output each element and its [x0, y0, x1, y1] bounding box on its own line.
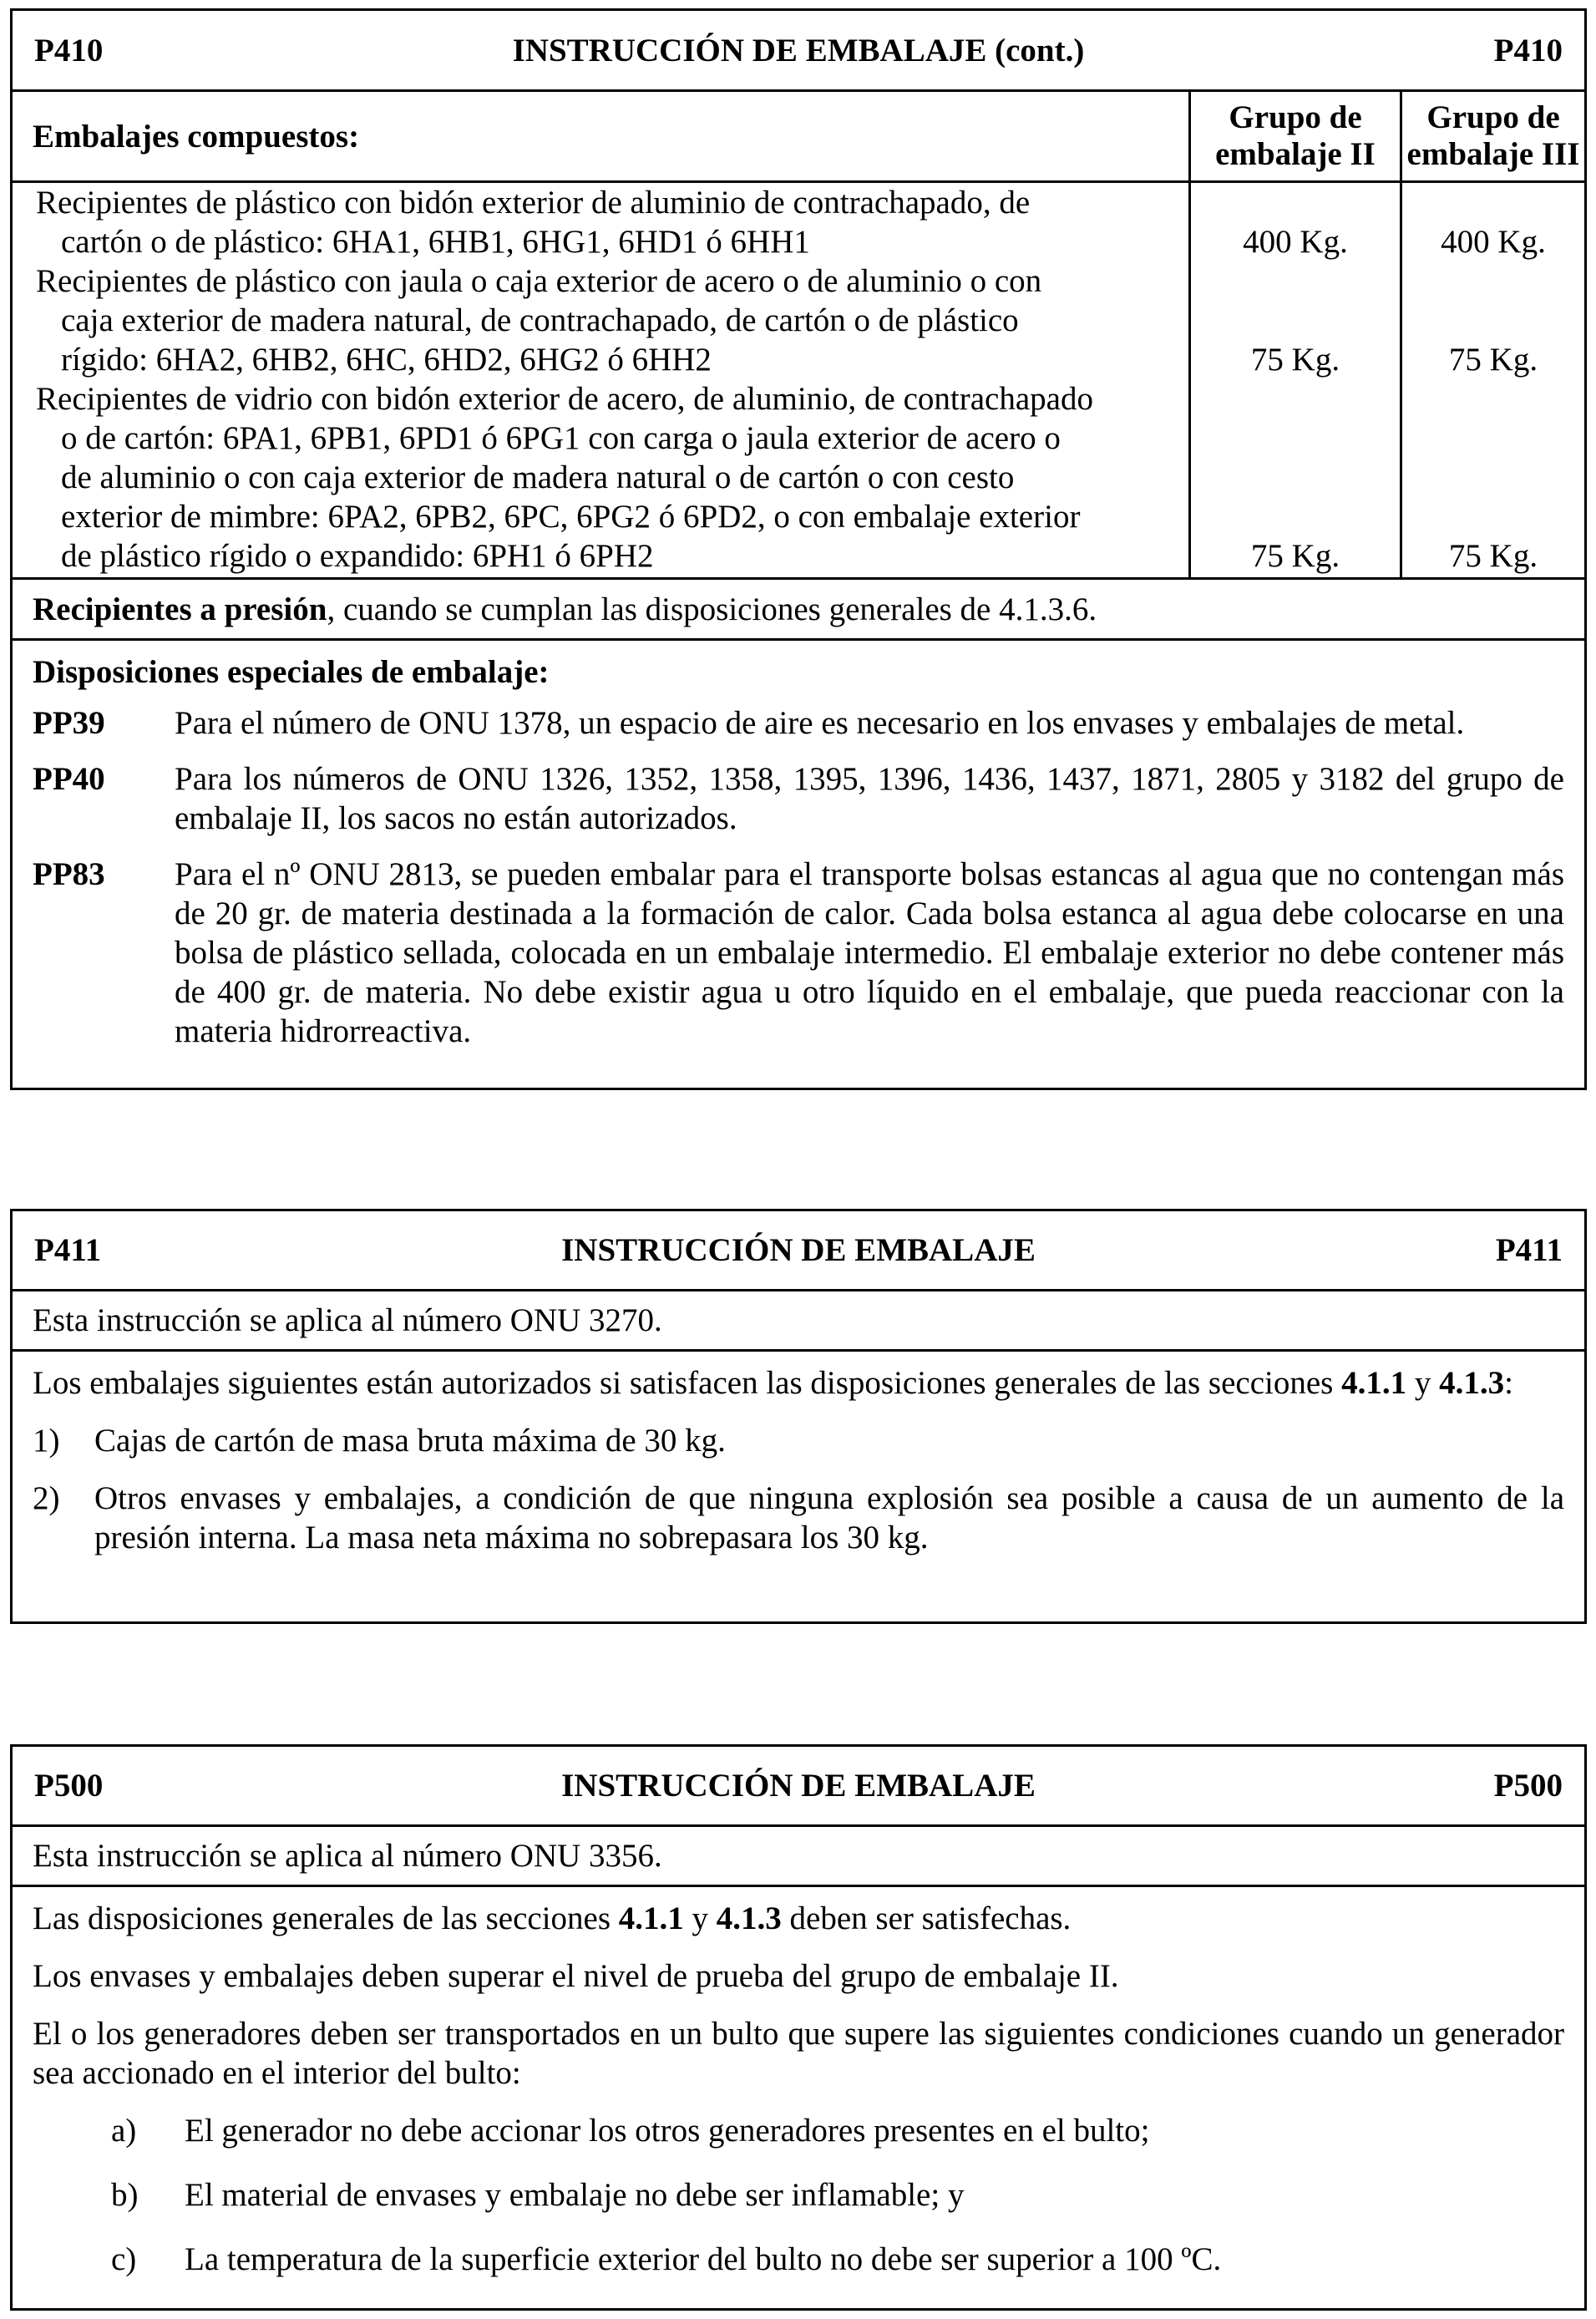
p410-row-1-line-1: Recipientes de plástico con bidón exterior de aluminio de contrachapado, de	[36, 185, 1031, 221]
p411-block	[10, 1209, 1587, 1624]
p410-pressure-row	[13, 577, 1584, 638]
p410-row-1-group-ii: 400 Kg.	[1243, 224, 1348, 260]
p410-row-3-group-ii: 75 Kg.	[1250, 538, 1340, 574]
p411-item-1	[13, 1421, 1584, 1460]
p410-row-3-line-2: o de cartón: 6PA1, 6PB1, 6PD1 ó 6PG1 con carga o jaula exterior de acero o	[61, 420, 1061, 456]
pp83-code: PP83	[33, 856, 105, 892]
pp39-text: Para el número de ONU 1378, un espacio de aire es necesario en los envases y embalajes de metal.	[175, 705, 1465, 741]
p500-item-a-letter: a)	[111, 2113, 137, 2149]
p410-special-pp39	[13, 703, 1584, 743]
p500-general	[13, 1899, 1584, 1938]
p500-code-left: P500	[34, 1768, 104, 1804]
p410-special-heading: Disposiciones especiales de embalaje:	[33, 654, 550, 690]
p410-row-3-line-3: de aluminio o con caja exterior de madera natural o de cartón o con cesto	[61, 459, 1015, 495]
p410-pressure-bold: Recipientes a presión	[33, 591, 327, 627]
p500-general-tail: deben ser satisfechas.	[781, 1900, 1072, 1936]
p500-item-a-text: El generador no debe accionar los otros generadores presentes en el bulto;	[185, 2113, 1150, 2149]
p411-intro-section-2: 4.1.3	[1439, 1365, 1505, 1401]
p500-test-level: Los envases y embalajes deben superar el nivel de prueba del grupo de embalaje II.	[33, 1958, 1119, 1994]
p410-row-2-line-1: Recipientes de plástico con jaula o caja exterior de acero o de aluminio o con	[36, 263, 1042, 299]
p410-code-right: P410	[1493, 32, 1563, 69]
p500-item-a	[13, 2111, 1584, 2150]
pp40-code: PP40	[33, 761, 105, 797]
p410-header	[13, 11, 1584, 89]
p410-title: INSTRUCCIÓN DE EMBALAJE (cont.)	[512, 32, 1085, 69]
p410-special-pp40	[13, 759, 1584, 838]
p500-item-b	[13, 2175, 1584, 2215]
p410-group-iii-heading-2: embalaje III	[1406, 136, 1580, 172]
p410-code-left: P410	[34, 32, 104, 69]
p410-row-1-line-2: cartón o de plástico: 6HA1, 6HB1, 6HG1, 6HD1 ó 6HH1	[61, 224, 810, 260]
p411-intro	[13, 1363, 1584, 1403]
p500-generators: El o los generadores deben ser transportados en un bulto que supere las siguientes condiciones cuando un generador sea accionado en el interior del bulto:	[33, 2016, 1564, 2091]
p500-general-and: y	[683, 1900, 717, 1936]
pp40-text: Para los números de ONU 1326, 1352, 1358, 1395, 1396, 1436, 1437, 1871, 2805 y 3182 del grupo de embalaje II, los sacos no están autorizados.	[175, 761, 1564, 836]
p410-group-ii-heading-2: embalaje II	[1215, 136, 1376, 172]
p411-title: INSTRUCCIÓN DE EMBALAJE	[561, 1232, 1036, 1268]
p410-row-3-line-4: exterior de mimbre: 6PA2, 6PB2, 6PC, 6PG2 ó 6PD2, o con embalaje exterior	[61, 499, 1081, 535]
p410-row-2	[21, 261, 1168, 379]
p411-item-1-num: 1)	[33, 1423, 60, 1459]
p500-header	[13, 1747, 1584, 1824]
p410-row-2-group-ii: 75 Kg.	[1250, 342, 1340, 378]
p410-pressure-text: , cuando se cumplan las disposiciones generales de 4.1.3.6.	[327, 591, 1097, 627]
p411-item-2-text: Otros envases y embalajes, a condición de que ninguna explosión sea posible a causa de un aumento de la presión interna. La masa neta máxima no sobrepasara los 30 kg.	[94, 1480, 1564, 1555]
p500-item-c-text: La temperatura de la superficie exterior del bulto no debe ser superior a 100 ºC.	[185, 2241, 1222, 2277]
p500-applies: Esta instrucción se aplica al número ONU 3356.	[33, 1838, 662, 1874]
p410-row-1	[21, 183, 1168, 261]
p411-intro-colon: :	[1504, 1365, 1513, 1401]
p410-group-ii-heading-1: Grupo de	[1229, 99, 1362, 135]
p411-item-2-num: 2)	[33, 1480, 60, 1516]
p410-row-3-line-5: de plástico rígido o expandido: 6PH1 ó 6PH2	[61, 538, 654, 574]
p410-special-pp83	[13, 855, 1584, 1051]
p411-code-left: P411	[34, 1232, 102, 1268]
p410-combined-heading: Embalajes compuestos:	[33, 118, 360, 155]
p410-special-section	[13, 638, 1584, 1051]
p500-general-section-2: 4.1.3	[716, 1900, 782, 1936]
p500-code-right: P500	[1493, 1768, 1563, 1804]
p410-row-2-line-2: caja exterior de madera natural, de contrachapado, de cartón o de plástico	[61, 302, 1019, 338]
p410-row-2-line-3: rígido: 6HA2, 6HB2, 6HC, 6HD2, 6HG2 ó 6HH2	[61, 342, 712, 378]
p410-group-iii-heading-1: Grupo de	[1426, 99, 1560, 135]
pp39-code: PP39	[33, 705, 105, 741]
p410-table-header-row	[13, 91, 1584, 182]
p500-item-c-letter: c)	[111, 2241, 137, 2277]
p410-composite-table	[13, 89, 1584, 577]
p411-header	[13, 1211, 1584, 1289]
p500-item-c	[13, 2240, 1584, 2279]
p500-item-b-letter: b)	[111, 2177, 139, 2213]
p411-intro-text: Los embalajes siguientes están autorizados si satisfacen las disposiciones generales de las secciones	[33, 1365, 1342, 1401]
pp83-text: Para el nº ONU 2813, se pueden embalar para el transporte bolsas estancas al agua que no contengan más de 20 gr. de materia destinada a la formación de calor. Cada bolsa estanca al agua debe colocarse en una bolsa de plástico sellada, colocada en un embalaje intermedio. El embalaje exterior no debe contener más de 400 gr. de materia. No debe existir agua u otro líquido en el embalaje, que pueda reaccionar con la materia hidrorreactiva.	[175, 856, 1564, 1049]
p410-row-3	[21, 379, 1168, 577]
p410-row-1-group-iii: 400 Kg.	[1441, 224, 1546, 260]
p411-applies-row	[13, 1289, 1584, 1349]
p411-content	[13, 1349, 1584, 1557]
p410-block	[10, 8, 1587, 1090]
p411-code-right: P411	[1495, 1232, 1563, 1268]
p500-general-section-1: 4.1.1	[618, 1900, 684, 1936]
p410-row-3-line-1: Recipientes de vidrio con bidón exterior de acero, de aluminio, de contrachapado	[36, 381, 1093, 417]
p500-content	[13, 1885, 1584, 2279]
p500-item-b-text: El material de envases y embalaje no debe ser inflamable; y	[185, 2177, 965, 2213]
p411-item-1-text: Cajas de cartón de masa bruta máxima de 30 kg.	[94, 1423, 726, 1459]
p411-item-2	[13, 1479, 1584, 1557]
p411-applies: Esta instrucción se aplica al número ONU 3270.	[33, 1302, 662, 1338]
p500-general-text: Las disposiciones generales de las secciones	[33, 1900, 619, 1936]
p500-applies-row	[13, 1824, 1584, 1885]
p500-block	[10, 1744, 1587, 2311]
p500-title: INSTRUCCIÓN DE EMBALAJE	[561, 1768, 1036, 1804]
p411-intro-section-1: 4.1.1	[1341, 1365, 1407, 1401]
p410-row-3-group-iii: 75 Kg.	[1448, 538, 1538, 574]
p410-table-body-row	[13, 182, 1584, 578]
p411-intro-and: y	[1406, 1365, 1440, 1401]
p410-row-2-group-iii: 75 Kg.	[1448, 342, 1538, 378]
